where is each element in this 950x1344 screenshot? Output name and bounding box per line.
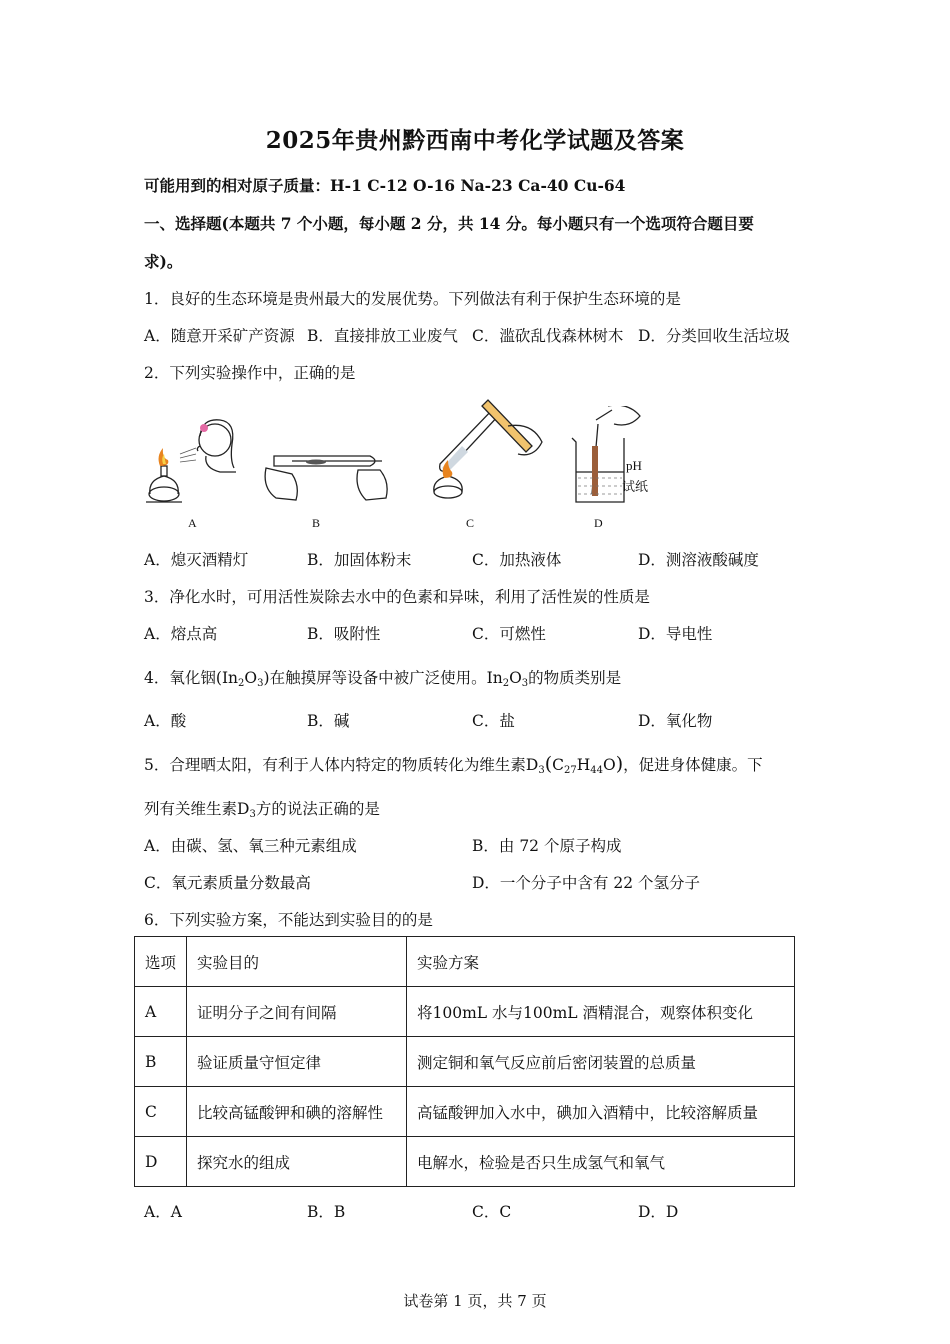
figure-b-add-powder (262, 428, 392, 508)
q5-option-a: A．由碳、氢、氧三种元素组成 (144, 837, 357, 855)
q2-figures (140, 398, 820, 538)
table-cell: 高锰酸钾加入水中，碘加入酒精中，比较溶解质量 (407, 1087, 795, 1137)
q3-option-b: B．吸附性 (307, 625, 381, 643)
table-row (135, 987, 795, 1037)
figure-c-label: C (466, 516, 475, 530)
table-cell: 验证质量守恒定律 (187, 1037, 407, 1087)
q5-option-c: C．氧元素质量分数最高 (144, 874, 311, 892)
atomic-mass-line: 可能用到的相对原子质量：H-1 C-12 O-16 Na-23 Ca-40 Cu-64 (144, 176, 626, 195)
q3-option-a: A．熔点高 (144, 625, 218, 643)
q2-option-c: C．加热液体 (472, 551, 562, 569)
page-title: 2025年贵州黔西南中考化学试题及答案 (265, 127, 685, 154)
q3-option-c: C．可燃性 (472, 625, 546, 643)
q4-stem-part-c: 的物质类别是 (528, 669, 622, 687)
q4-stem-part-b: 在触摸屏等设备中被广泛使用。 (269, 669, 487, 687)
table-cell: 探究水的组成 (187, 1137, 407, 1187)
ph-label: pH (626, 458, 642, 473)
table-row (135, 1087, 795, 1137)
q6-option-a: A．A (144, 1203, 182, 1221)
question-5-stem-cont: 列有关维生素$D_3$方的说法正确的是 (144, 800, 380, 820)
q2-option-b: B．加固体粉末 (307, 551, 412, 569)
table-cell: 将100mL 水与100mL 酒精混合，观察体积变化 (407, 987, 795, 1037)
table-cell: 证明分子之间有间隔 (187, 987, 407, 1037)
q4-option-c: C．盐 (472, 712, 515, 730)
q1-option-c: C．滥砍乱伐森林树木 (472, 327, 624, 345)
q4-formula-element: In (221, 669, 239, 687)
table-cell: 测定铜和氧气反应前后密闭装置的总质量 (407, 1037, 795, 1087)
q6-option-d: D．D (638, 1203, 679, 1221)
table-header-row (135, 937, 795, 987)
table-row (135, 1137, 795, 1187)
section-heading: 一、选择题(本题共 7 个小题，每小题 2 分，共 14 分。每小题只有一个选项符合题目要 (144, 214, 754, 233)
experiment-table (134, 936, 795, 1187)
q5-formula: $C_{27}H_{44}O$ (552, 756, 616, 776)
table-cell: 比较高锰酸钾和碘的溶解性 (187, 1087, 407, 1137)
q1-option-d: D．分类回收生活垃圾 (638, 327, 790, 345)
table-row (135, 1037, 795, 1087)
question-6-stem: 6．下列实验方案，不能达到实验目的的是 (144, 911, 433, 929)
q4-stem-part-a: 4．氧化铟 (144, 669, 216, 687)
q4-option-a: A．酸 (144, 712, 187, 730)
q6-option-c: C．C (472, 1203, 512, 1221)
question-5-stem: 5．合理晒太阳，有利于人体内特定的物质转化为维生素$D_3(C_{27}H_{44}O)$，促进身体健康。下 (144, 753, 763, 776)
table-cell: A (135, 987, 187, 1037)
table-header-cell: 选项 (135, 937, 187, 987)
figure-a-extinguish-lamp (140, 410, 250, 510)
q5-option-b: B．由 72 个原子构成 (472, 837, 622, 855)
q4-formula-repeat: $In_2O_3$ (486, 669, 529, 689)
q5-option-d: D．一个分子中含有 22 个氢分子 (472, 874, 701, 892)
q6-option-b: B．B (307, 1203, 346, 1221)
table-cell: C (135, 1087, 187, 1137)
q2-option-d: D．测溶液酸碱度 (638, 551, 759, 569)
question-1-stem: 1．良好的生态环境是贵州最大的发展优势。下列做法有利于保护生态环境的是 (144, 290, 681, 308)
section-heading-cont: 求)。 (144, 252, 183, 271)
q1-option-a: A．随意开采矿产资源 (144, 327, 295, 345)
figure-d-label: D (594, 516, 603, 530)
ph-paper-label: 试纸 (622, 479, 649, 494)
q5-vitamin: $D_3$ (525, 756, 545, 776)
table-cell: B (135, 1037, 187, 1087)
q1-option-b: B．直接排放工业废气 (307, 327, 458, 345)
question-4-stem: 4．氧化铟$(In_2O_3)$在触摸屏等设备中被广泛使用。$In_2O_3$的物质类别是 (144, 669, 622, 689)
q2-option-a: A．熄灭酒精灯 (144, 551, 249, 569)
table-header-cell: 实验方案 (407, 937, 795, 987)
figure-c-heat-liquid (422, 398, 552, 508)
q3-option-d: D．导电性 (638, 625, 713, 643)
table-cell: D (135, 1137, 187, 1187)
figure-b-label: B (312, 516, 321, 530)
q4-option-d: D．氧化物 (638, 712, 713, 730)
figure-a-label: A (188, 516, 197, 530)
q4-option-b: B．碱 (307, 712, 350, 730)
question-3-stem: 3．净化水时，可用活性炭除去水中的色素和异味，利用了活性炭的性质是 (144, 588, 650, 606)
page-footer: 试卷第 1 页，共 7 页 (403, 1292, 547, 1310)
question-2-stem: 2．下列实验操作中，正确的是 (144, 364, 356, 382)
table-cell: 电解水，检验是否只生成氢气和氧气 (407, 1137, 795, 1187)
table-header-cell: 实验目的 (187, 937, 407, 987)
